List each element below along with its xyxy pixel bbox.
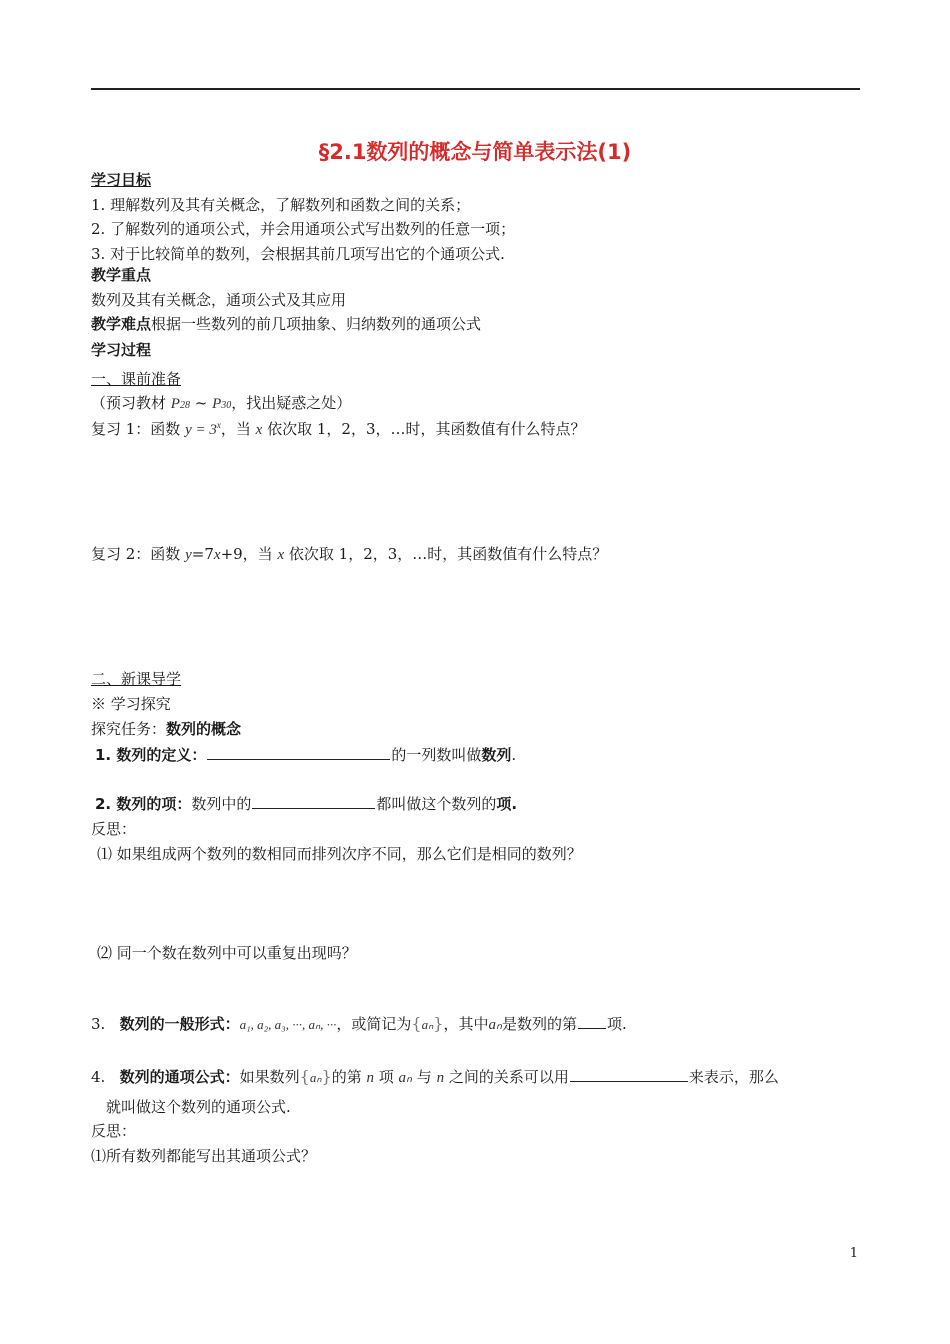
review2-var: x <box>277 547 285 563</box>
formula-n2: n <box>436 1070 445 1086</box>
section1-heading: 一、课前准备 <box>91 370 182 388</box>
page-p2: P <box>212 396 222 412</box>
key-point-text: 数列及其有关概念，通项公式及其应用 <box>91 291 347 309</box>
difficulty-heading: 教学难点 <box>91 315 152 333</box>
review2-tail: +9，当 <box>220 545 278 563</box>
formula-num: 4. <box>91 1068 106 1086</box>
header-rule <box>91 88 860 90</box>
general-tail: 是数列的第 <box>501 1015 577 1033</box>
review1-var: x <box>255 422 263 438</box>
formula-an: aₙ <box>398 1070 413 1086</box>
def-after: 的一列数叫做 <box>391 746 482 764</box>
def-label: 1. 数列的定义： <box>95 746 207 764</box>
item-line <box>95 793 517 815</box>
review1-mid: ，当 <box>220 420 256 438</box>
difficulty-text: 根据一些数列的前几项抽象、归纳数列的通项公式 <box>151 315 482 333</box>
definition-line <box>95 744 516 766</box>
item-text: 数列中的 <box>191 795 252 813</box>
page-p1: P <box>170 396 180 412</box>
general-seq: a₁, a₂, a₃, ···, aₙ, ··· <box>239 1017 337 1032</box>
goal-item-2: 2. 了解数列的通项公式，并会用通项公式写出数列的任意一项； <box>91 220 516 238</box>
reflect-1: 反思： <box>91 820 137 838</box>
section2-heading: 二、新课导学 <box>91 670 182 688</box>
page-title: §2.1数列的概念与简单表示法(1) <box>318 140 632 164</box>
review2-x: x <box>213 547 221 563</box>
general-mid2: ，其中 <box>443 1015 489 1033</box>
task-title: 数列的概念 <box>166 720 242 738</box>
review1-prefix: 复习 1：函数 <box>91 420 186 438</box>
def-blank[interactable] <box>207 744 390 760</box>
goals-heading: 学习目标 <box>91 171 152 189</box>
review1-formula: y = 3 <box>185 422 217 438</box>
review2-y: y <box>185 547 192 563</box>
goal-item-1: 1. 理解数列及其有关概念，了解数列和函数之间的关系； <box>91 196 471 214</box>
formula-text1: 如果数列 <box>239 1068 300 1086</box>
general-label: 数列的一般形式： <box>119 1015 240 1033</box>
preview-suffix: ，找出疑惑之处） <box>231 394 352 412</box>
general-form-line <box>91 1013 627 1036</box>
item-after: 都叫做这个数列的 <box>376 795 497 813</box>
page-p2-sub: 30 <box>221 400 232 411</box>
question-2: ⑵ 同一个数在数列中可以重复出现吗？ <box>97 944 357 962</box>
formula-brace-var: aₙ <box>309 1070 322 1085</box>
review2-rest: =7 <box>191 545 214 563</box>
general-brace-var: aₙ <box>421 1017 434 1032</box>
reflect-2: 反思： <box>91 1122 137 1140</box>
preview-prefix: （预习教材 <box>91 394 171 412</box>
review-2 <box>91 543 607 566</box>
explore-label: ※ 学习探究 <box>91 695 171 713</box>
general-mid: ，或简记为 <box>336 1015 412 1033</box>
formula-n: n <box>366 1070 374 1086</box>
question-1: ⑴ 如果组成两个数列的数相同而排列次序不同，那么它们是相同的数列？ <box>97 845 582 863</box>
formula-text6: 来表示，那么 <box>688 1068 779 1086</box>
right-brace: } <box>433 1014 444 1033</box>
formula-right-brace: } <box>321 1067 332 1086</box>
task-label: 探究任务： <box>91 720 167 738</box>
task-line <box>91 718 241 740</box>
review2-suffix: 依次取 1，2，3，…时，其函数值有什么特点？ <box>284 545 608 563</box>
item-term: 项. <box>496 795 518 813</box>
item-blank[interactable] <box>252 793 375 809</box>
formula-line-2: 就叫做这个数列的通项公式. <box>106 1098 291 1116</box>
left-brace: { <box>411 1014 422 1033</box>
formula-label: 数列的通项公式： <box>119 1068 240 1086</box>
key-point-heading: 教学重点 <box>91 266 152 284</box>
difficulty-line <box>91 313 481 335</box>
page-number: 1 <box>849 1246 858 1261</box>
item-label: 2. 数列的项： <box>95 795 192 813</box>
question-3: ⑴所有数列都能写出其通项公式？ <box>91 1147 317 1165</box>
formula-text4: 与 <box>412 1068 437 1086</box>
formula-text2: 的第 <box>331 1068 367 1086</box>
formula-line <box>91 1066 779 1089</box>
general-end: 项. <box>606 1015 627 1033</box>
review1-sup: x <box>216 420 221 430</box>
review1-suffix: 依次取 1，2，3，…时，其函数值有什么特点？ <box>262 420 586 438</box>
goal-item-3: 3. 对于比较简单的数列，会根据其前几项写出它的个通项公式. <box>91 245 505 263</box>
def-end: . <box>511 746 517 764</box>
formula-blank[interactable] <box>570 1066 688 1082</box>
page-p1-sub: 28 <box>179 400 190 411</box>
general-blank[interactable] <box>578 1013 606 1029</box>
review-1 <box>91 414 586 441</box>
def-term: 数列 <box>481 746 512 764</box>
formula-text5: 之间的关系可以用 <box>444 1068 569 1086</box>
process-heading: 学习过程 <box>91 341 152 359</box>
tilde: ~ <box>189 394 213 412</box>
formula-text3: 项 <box>374 1068 399 1086</box>
general-an: aₙ <box>488 1017 502 1033</box>
formula-left-brace: { <box>299 1067 310 1086</box>
general-num: 3. <box>91 1015 106 1033</box>
review2-prefix: 复习 2：函数 <box>91 545 186 563</box>
